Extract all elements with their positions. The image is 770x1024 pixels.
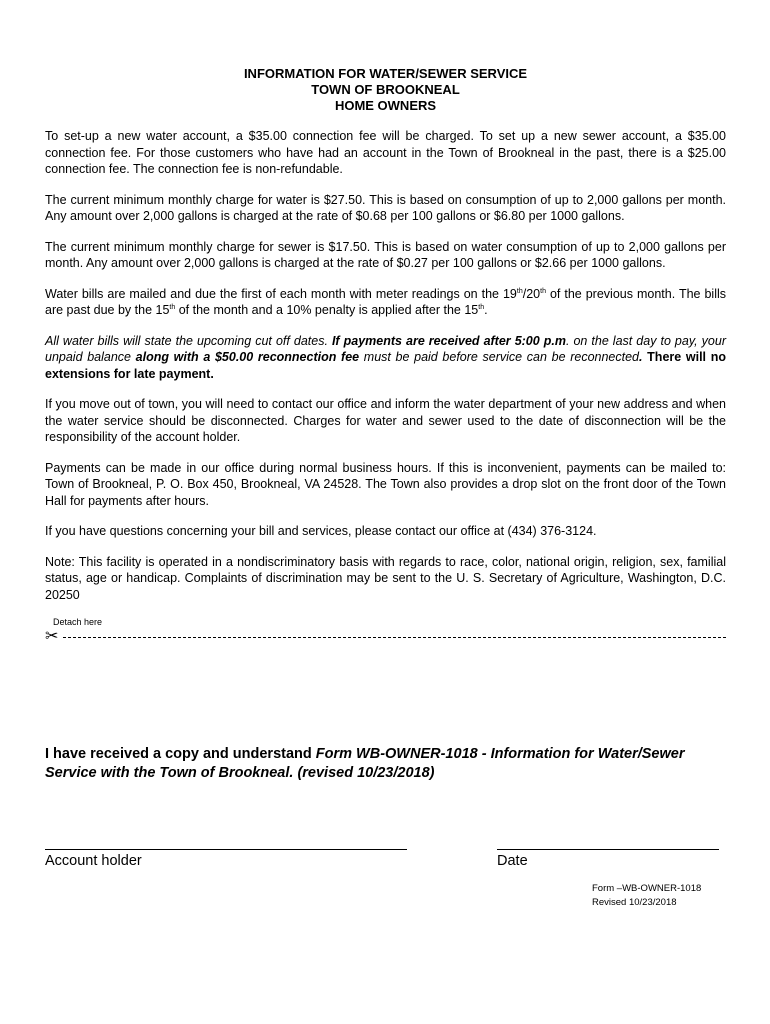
date-label: Date bbox=[497, 853, 528, 869]
move-out-paragraph: If you move out of town, you will need to contact our office and inform the water department of your new address and when the water service should be disconnected. Charges for water and sewer used to the date of disconnection will be the responsibility of the account holder. bbox=[45, 397, 726, 444]
document-body bbox=[45, 66, 726, 645]
header-title: INFORMATION FOR WATER/SEWER SERVICE bbox=[243, 66, 528, 81]
connection-fee-paragraph: To set-up a new water account, a $35.00 connection fee will be charged. To set up a new sewer account, a $35.00 connection fee. For those customers who have had an account in the Town of Brookneal in the past, there is a $25.00 connection fee. The connection fee is non-refundable. bbox=[45, 129, 726, 176]
acknowledgement-statement: I have received a copy and understand Form WB-OWNER-1018 - Information for Water/Sewer Service with the Town of Brookneal. (revised 10/23/2018) bbox=[45, 746, 685, 781]
form-id: Form –WB-OWNER-1018 bbox=[592, 883, 702, 894]
account-holder-label: Account holder bbox=[45, 853, 142, 869]
date-signature-line[interactable] bbox=[497, 849, 719, 850]
payments-paragraph: Payments can be made in our office during normal business hours. If this is inconvenient, payments can be mailed to: Town of Brookneal, P. O. Box 450, Brookneal, VA 24528. The Town also provides a drop slot on the front door of the Town Hall for payments after hours. bbox=[45, 460, 726, 508]
cutoff-paragraph: All water bills will state the upcoming cut off dates. If payments are received after 5:00 p.m. on the last day to pay, your unpaid balance along with a $50.00 reconnection fee must be paid before service can be reconnected. There will no extensions for late payment. bbox=[45, 333, 726, 381]
detach-label: Detach here bbox=[53, 617, 103, 627]
document-header bbox=[45, 66, 726, 114]
header-audience: HOME OWNERS bbox=[334, 98, 437, 113]
billing-paragraph: Water bills are mailed and due the first of each month with meter readings on the 19th/20th of the previous month. The bills are past due by the 15th of the month and a 10% penalty is applied after the 15th. bbox=[45, 286, 726, 317]
scissors-icon: ✂ bbox=[45, 628, 59, 645]
dashed-divider bbox=[63, 637, 726, 638]
nondiscrimination-note: Note: This facility is operated in a nondiscriminatory basis with regards to race, color, national origin, religion, sex, familial status, age or handicap. Complaints of discrimination may be sent to the U. S. Secretary of Agriculture, Washington, D.C. 20250 bbox=[45, 554, 726, 602]
questions-paragraph: If you have questions concerning your bill and services, please contact our office at (434) 376-3124. bbox=[45, 524, 597, 538]
form-revised-date: Revised 10/23/2018 bbox=[592, 897, 677, 908]
header-town: TOWN OF BROOKNEAL bbox=[311, 82, 460, 97]
account-holder-signature-line[interactable] bbox=[45, 849, 407, 850]
sewer-charge-paragraph: The current minimum monthly charge for sewer is $17.50. This is based on water consumption of up to 2,000 gallons per month. Any amount over 2,000 gallons is charged at the rate of $0.27 per 100 gallons or $2.66 per 1000 gallons. bbox=[45, 239, 726, 270]
detach-cut-line bbox=[45, 629, 726, 645]
water-charge-paragraph: The current minimum monthly charge for water is $27.50. This is based on consumption of up to 2,000 gallons per month. Any amount over 2,000 gallons is charged at the rate of $0.68 per 100 gallons or $6.80 per 1000 gallons. bbox=[45, 192, 726, 223]
